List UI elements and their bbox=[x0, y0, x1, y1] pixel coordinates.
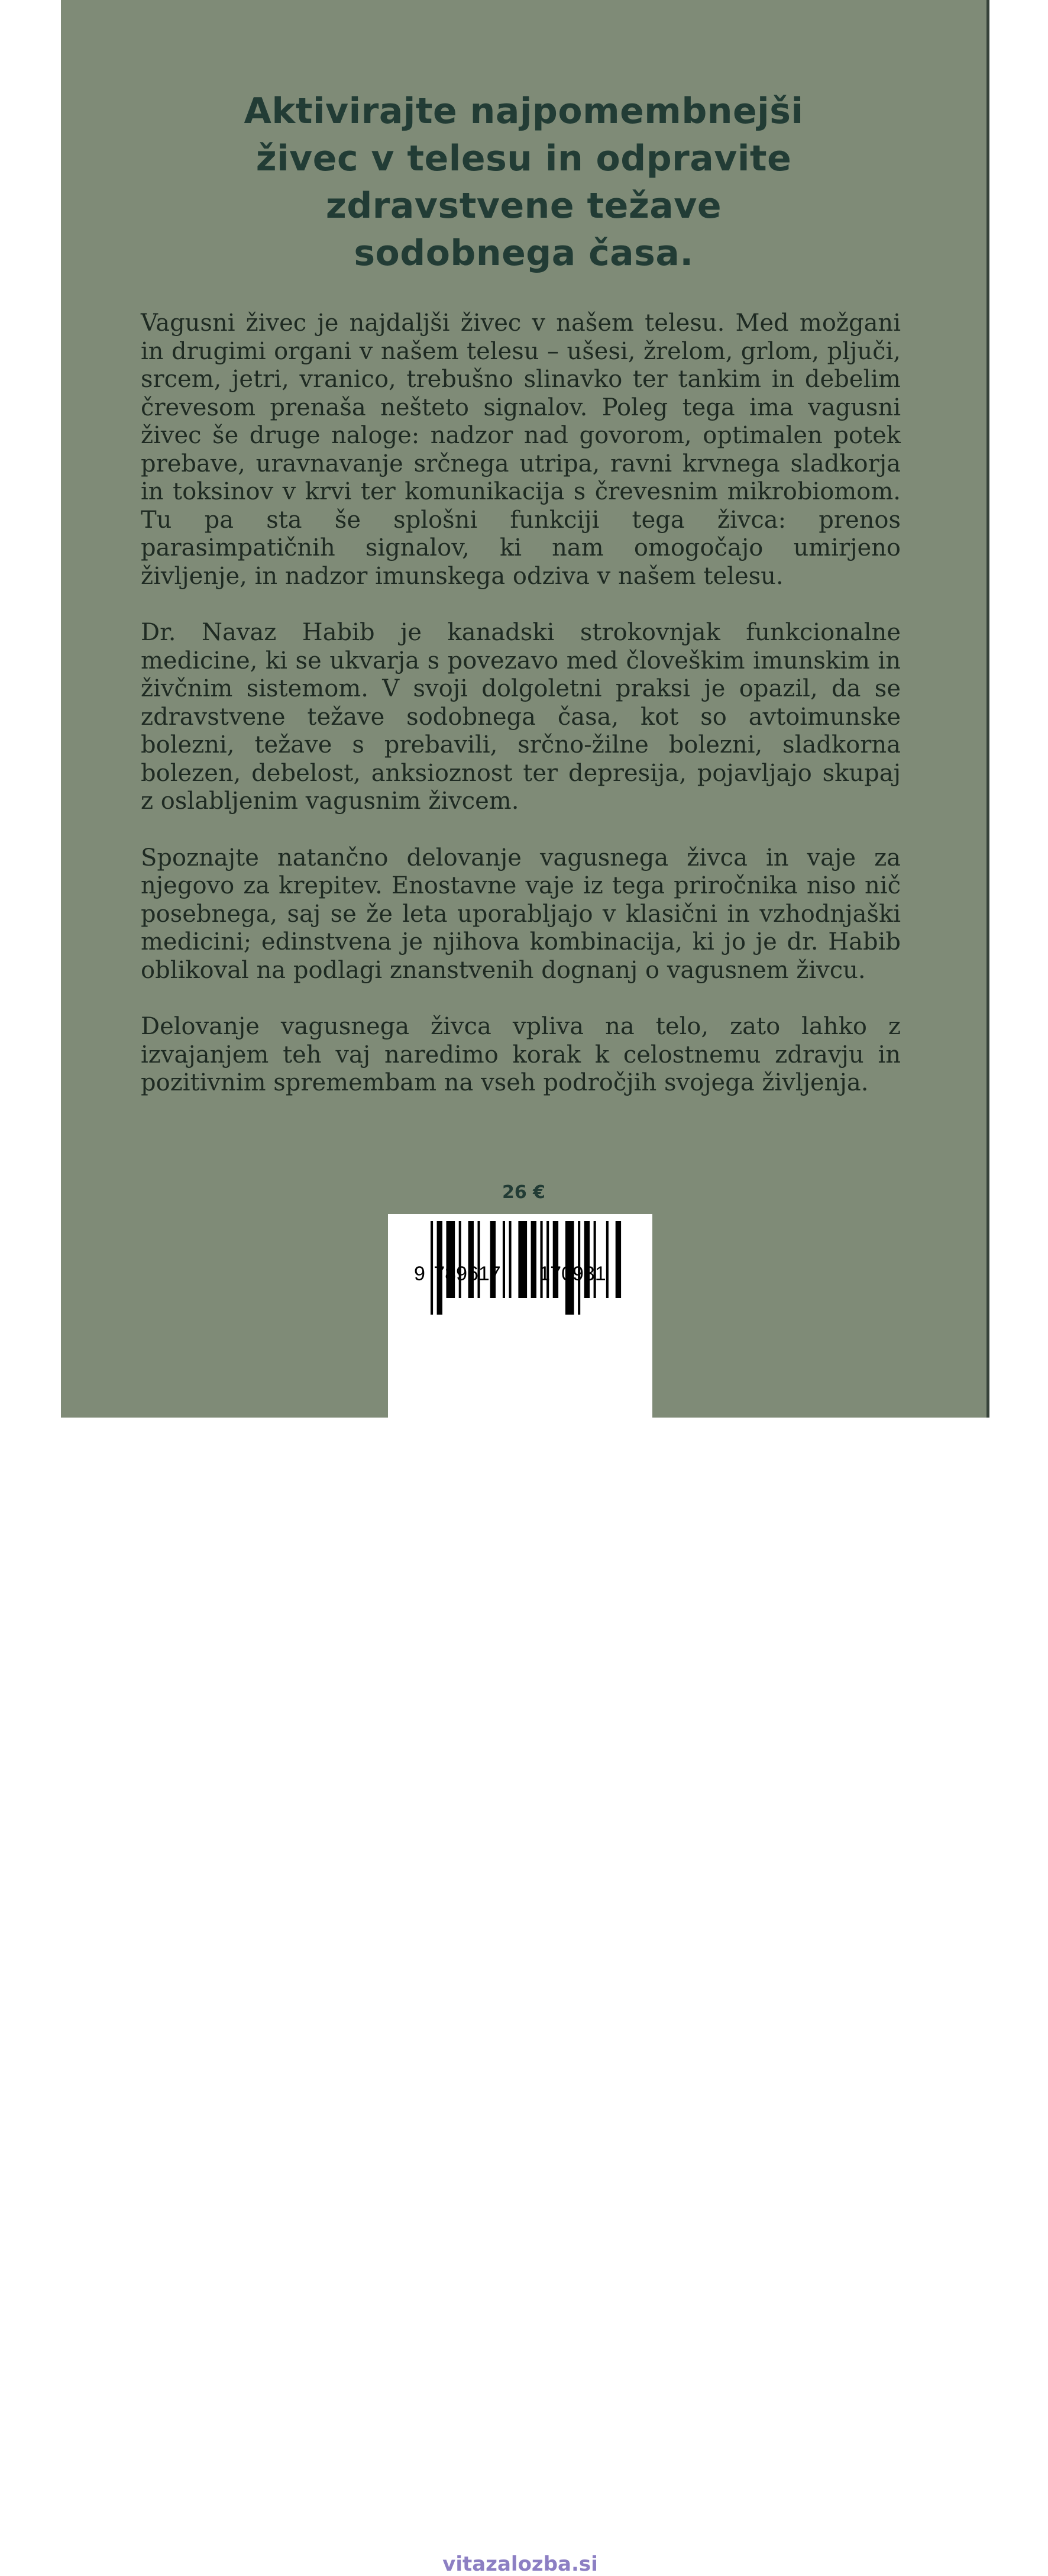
barcode-bar bbox=[616, 1221, 621, 1298]
barcode-bar bbox=[431, 1221, 433, 1315]
blurb-paragraph: Delovanje vagusnega živca vpliva na telo, zato lahko z izvajanjem teh vaj naredimo korak k celostnemu zdravju in pozitivnim spremembam na vseh področjih svojega življenja. bbox=[141, 1013, 901, 1096]
barcode-first-digit: 9 bbox=[414, 1263, 425, 1285]
blurb-body bbox=[141, 309, 901, 1126]
blurb-paragraph: Vagusni živec je najdaljši živec v našem telesu. Med možgani in drugimi organi v našem telesu – ušesi, žrelom, grlom, pljuči, srcem, jetri, vranico, trebušno slinavko ter tankim in debelim črevesom prenaša nešteto signalov. Poleg tega ima vagusni živec še druge naloge: nadzor nad govorom, optimalen potek prebave, uravnavanje srčnega utripa, ravni krvnega sladkorja in toksinov v krvi ter komunikacija s črevesnim mikrobiomom. Tu pa sta še splošni funkciji tega živca: prenos parasimpatičnih signalov, ki nam omogočajo umirjeno življenje, in nadzor imunskega odziva v našem telesu. bbox=[141, 309, 901, 590]
headline-line: Aktivirajte najpomembnejši bbox=[244, 91, 804, 132]
barcode-bar bbox=[546, 1221, 549, 1298]
headline-line: zdravstvene težave bbox=[325, 185, 722, 227]
barcode-bar bbox=[503, 1221, 505, 1298]
barcode-bar bbox=[606, 1221, 609, 1298]
barcode-right-group: 170931 bbox=[539, 1263, 606, 1285]
headline bbox=[61, 88, 986, 277]
barcode-bar bbox=[531, 1221, 536, 1298]
barcode-bar bbox=[553, 1221, 558, 1298]
barcode-bar bbox=[490, 1221, 496, 1298]
isbn-barcode bbox=[388, 1214, 652, 1362]
blurb-paragraph: Spoznajte natančno delovanje vagusnega živca in vaje za njegovo za krepitev. Enostavne vaje iz tega priročnika niso nič posebnega, saj se že leta uporabljajo v klasični in vzhodnjaški medicini; edinstvena je njihova kombinacija, ki jo je dr. Habib oblikoval na podlagi znanstvenih dognanj o vagusnem živcu. bbox=[141, 844, 901, 984]
blurb-paragraph: Dr. Navaz Habib je kanadski strokovnjak funkcionalne medicine, ki se ukvarja s povezavo med človeškim imunskim in živčnim sistemom. V svoji dolgoletni praksi je opazil, da se zdravstvene težave sodobnega časa, kot so avtoimunske bolezni, težave s prebavili, srčno-žilne bolezni, sladkorna bolezen, debelost, anksioznost ter depresija, pojavljajo skupaj z oslabljenim vagusnim živcem. bbox=[141, 619, 901, 815]
barcode-bar bbox=[447, 1221, 455, 1298]
barcode-panel bbox=[388, 1214, 652, 2576]
barcode-bar bbox=[468, 1221, 474, 1298]
barcode-bar bbox=[594, 1221, 596, 1298]
barcode-bar bbox=[541, 1221, 543, 1298]
cover-edge bbox=[986, 0, 989, 1418]
barcode-bar bbox=[518, 1221, 527, 1298]
price-label: 26 € bbox=[502, 1182, 546, 1203]
barcode-bar bbox=[509, 1221, 512, 1298]
barcode-bar bbox=[478, 1221, 480, 1298]
barcode-bar bbox=[459, 1221, 461, 1298]
headline-line: živec v telesu in odpravite bbox=[255, 138, 792, 179]
barcode-left-group: 789617 bbox=[434, 1263, 501, 1285]
barcode-bar bbox=[584, 1221, 590, 1298]
publisher-website[interactable]: vitazalozba.si bbox=[442, 2552, 598, 2576]
headline-line: sodobnega časa. bbox=[354, 233, 694, 274]
